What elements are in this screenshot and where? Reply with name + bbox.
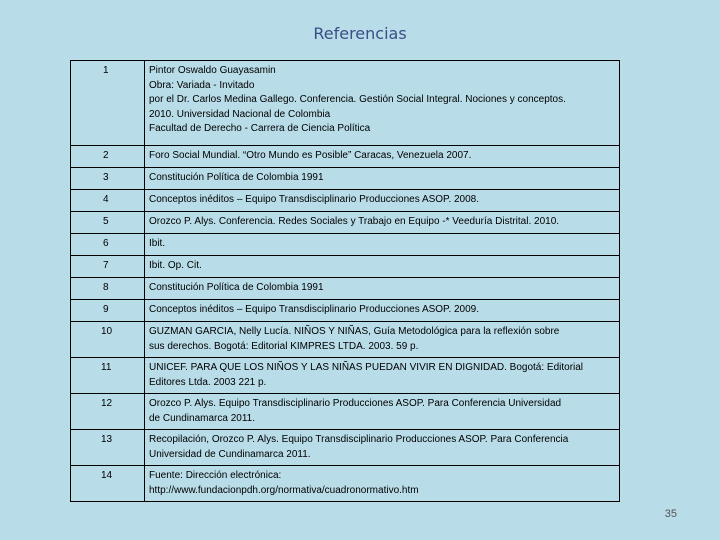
reference-number: 6 xyxy=(71,234,145,256)
reference-number: 5 xyxy=(71,212,145,234)
reference-number: 12 xyxy=(71,394,145,430)
reference-number: 4 xyxy=(71,190,145,212)
reference-number: 9 xyxy=(71,300,145,322)
table-row xyxy=(71,300,620,322)
reference-text: Ibit. xyxy=(145,234,620,256)
reference-text: Ibit. Op. Cit. xyxy=(145,256,620,278)
reference-text: Constitución Política de Colombia 1991 xyxy=(145,168,620,190)
table-row xyxy=(71,358,620,394)
reference-number: 2 xyxy=(71,146,145,168)
table-row xyxy=(71,256,620,278)
references-table xyxy=(70,60,620,502)
reference-number: 1 xyxy=(71,61,145,146)
table-row xyxy=(71,322,620,358)
table-row xyxy=(71,146,620,168)
table-row xyxy=(71,190,620,212)
reference-text: Pintor Oswaldo Guayasamin Obra: Variada - Invitado por el Dr. Carlos Medina Gallego. Conferencia. Gestión Social Integral. Nociones y conceptos. 2010. Universidad Nacional de Colombia Facultad de Derecho - Carrera de Ciencia Política xyxy=(145,61,620,146)
table-row xyxy=(71,234,620,256)
reference-text: UNICEF. PARA QUE LOS NIÑOS Y LAS NIÑAS PUEDAN VIVIR EN DIGNIDAD. Bogotá: Editorial Editores Ltda. 2003 221 p. xyxy=(145,358,620,394)
table-row xyxy=(71,168,620,190)
reference-number: 7 xyxy=(71,256,145,278)
reference-text: Constitución Política de Colombia 1991 xyxy=(145,278,620,300)
reference-number: 8 xyxy=(71,278,145,300)
reference-number: 14 xyxy=(71,466,145,502)
table-row xyxy=(71,430,620,466)
reference-text: Conceptos inéditos – Equipo Transdisciplinario Producciones ASOP. 2008. xyxy=(145,190,620,212)
reference-text: Orozco P. Alys. Equipo Transdisciplinario Producciones ASOP. Para Conferencia Universidad de Cundinamarca 2011. xyxy=(145,394,620,430)
table-row xyxy=(71,61,620,146)
reference-text: Fuente: Dirección electrónica: http://www.fundacionpdh.org/normativa/cuadronormativo.htm xyxy=(145,466,620,502)
reference-number: 3 xyxy=(71,168,145,190)
table-row xyxy=(71,278,620,300)
reference-number: 10 xyxy=(71,322,145,358)
slide-title: Referencias xyxy=(313,24,407,43)
table-row xyxy=(71,466,620,502)
reference-text: Conceptos inéditos – Equipo Transdisciplinario Producciones ASOP. 2009. xyxy=(145,300,620,322)
reference-text: Recopilación, Orozco P. Alys. Equipo Transdisciplinario Producciones ASOP. Para Conferencia Universidad de Cundinamarca 2011. xyxy=(145,430,620,466)
page-number: 35 xyxy=(664,508,677,520)
reference-text: GUZMAN GARCIA, Nelly Lucía. NIÑOS Y NIÑAS, Guía Metodológica para la reflexión sobre sus derechos. Bogotá: Editorial KIMPRES LTDA. 2003. 59 p. xyxy=(145,322,620,358)
references-table-body xyxy=(71,61,620,502)
reference-text: Foro Social Mundial. “Otro Mundo es Posible” Caracas, Venezuela 2007. xyxy=(145,146,620,168)
table-row xyxy=(71,212,620,234)
reference-number: 13 xyxy=(71,430,145,466)
table-row xyxy=(71,394,620,430)
reference-text: Orozco P. Alys. Conferencia. Redes Sociales y Trabajo en Equipo -* Veeduría Distrital. 2010. xyxy=(145,212,620,234)
reference-number: 11 xyxy=(71,358,145,394)
